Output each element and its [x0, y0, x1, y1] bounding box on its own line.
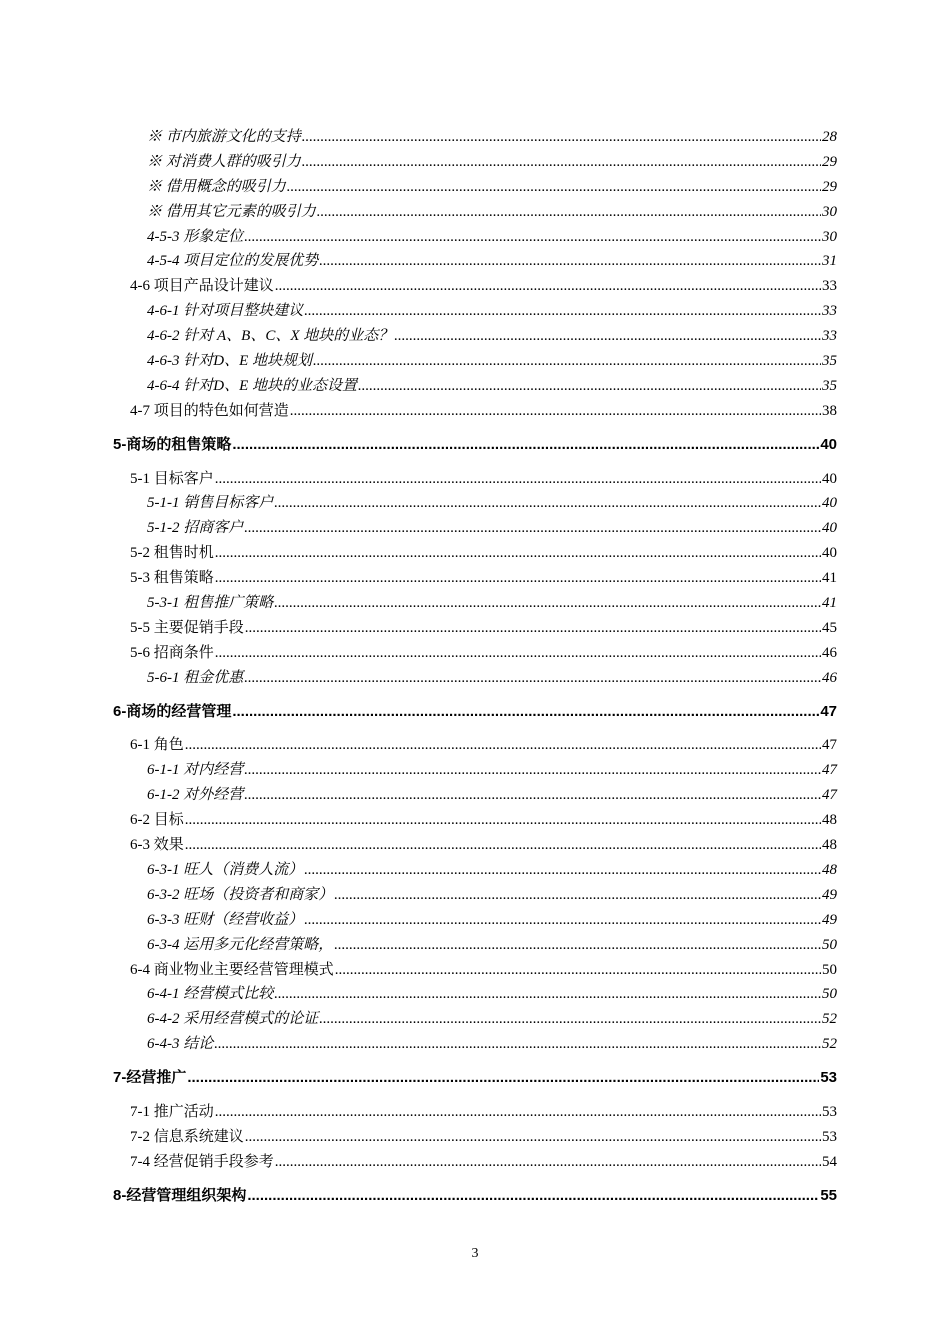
toc-entry-label: 7-经营推广 — [113, 1069, 187, 1087]
toc-dot-leader — [334, 883, 821, 908]
toc-chapter-entry[interactable] — [113, 1184, 837, 1209]
toc-subsection-entry[interactable] — [113, 175, 837, 200]
toc-entry-page-number: 38 — [822, 402, 837, 419]
toc-entry-page-number: 40 — [822, 470, 837, 487]
toc-entry-page-number: 48 — [822, 837, 837, 854]
toc-entry-label: 6-3-1 旺人（消费人流） — [147, 861, 304, 878]
toc-dot-leader — [244, 783, 821, 808]
toc-entry-label: 4-6-3 针对D、E 地块规划 — [147, 353, 312, 370]
toc-entry-label: 6-3-2 旺场（投资者和商家） — [147, 886, 334, 903]
toc-section-entry[interactable] — [113, 399, 837, 424]
toc-entry-label: 4-6-4 针对D、E 地块的业态设置 — [147, 377, 357, 394]
toc-entry-page-number: 55 — [820, 1186, 837, 1204]
toc-dot-leader — [290, 399, 821, 424]
toc-subsection-entry[interactable] — [113, 150, 837, 175]
toc-dot-leader — [275, 1150, 821, 1175]
toc-entry-page-number: 47 — [822, 787, 837, 804]
toc-dot-leader — [358, 374, 821, 399]
toc-dot-leader — [304, 299, 821, 324]
toc-entry-label: 5-3-1 租售推广策略 — [147, 595, 274, 612]
toc-subsection-entry[interactable] — [113, 225, 837, 250]
toc-entry-page-number: 33 — [822, 303, 837, 320]
toc-entry-label: 6-4-1 经营模式比较 — [147, 986, 274, 1003]
toc-dot-leader — [215, 467, 821, 492]
toc-entry-label: ※ 借用其它元素的吸引力 — [147, 203, 316, 220]
toc-entry-page-number: 31 — [822, 253, 837, 270]
toc-subsection-entry[interactable] — [113, 299, 837, 324]
toc-section-entry[interactable] — [113, 1125, 837, 1150]
toc-subsection-entry[interactable] — [113, 666, 837, 691]
toc-entry-page-number: 29 — [822, 178, 837, 195]
toc-entry-label: 5-1-2 招商客户 — [147, 520, 244, 537]
toc-entry-label: 4-6 项目产品设计建议 — [130, 278, 274, 295]
toc-section-entry[interactable] — [113, 808, 837, 833]
page-number: 3 — [471, 1246, 479, 1261]
toc-entry-label: 4-5-4 项目定位的发展优势 — [147, 253, 319, 270]
toc-entry-label: 5-5 主要促销手段 — [130, 619, 244, 636]
toc-entry-page-number: 29 — [822, 153, 837, 170]
toc-dot-leader — [215, 1100, 821, 1125]
toc-subsection-entry[interactable] — [113, 883, 837, 908]
toc-section-entry[interactable] — [113, 616, 837, 641]
toc-dot-leader — [319, 249, 821, 274]
toc-entry-label: 7-1 推广活动 — [130, 1103, 214, 1120]
toc-subsection-entry[interactable] — [113, 374, 837, 399]
toc-entry-label: 6-3 效果 — [130, 837, 184, 854]
toc-subsection-entry[interactable] — [113, 858, 837, 883]
toc-subsection-entry[interactable] — [113, 516, 837, 541]
toc-dot-leader — [334, 933, 821, 958]
toc-subsection-entry[interactable] — [113, 783, 837, 808]
toc-dot-leader — [215, 541, 821, 566]
toc-entry-page-number: 45 — [822, 619, 837, 636]
toc-dot-leader — [274, 982, 821, 1007]
toc-entry-label: 4-5-3 形象定位 — [147, 228, 244, 245]
toc-chapter-entry[interactable] — [113, 433, 837, 458]
toc-subsection-entry[interactable] — [113, 125, 837, 150]
toc-subsection-entry[interactable] — [113, 591, 837, 616]
toc-dot-leader — [215, 566, 821, 591]
toc-entry-label: 4-6-2 针对 A、B、C、X 地块的业态？ — [147, 328, 394, 345]
toc-subsection-entry[interactable] — [113, 324, 837, 349]
toc-entry-page-number: 41 — [822, 570, 837, 587]
toc-section-entry[interactable] — [113, 733, 837, 758]
toc-entry-label: ※ 市内旅游文化的支持 — [147, 129, 301, 145]
toc-subsection-entry[interactable] — [113, 908, 837, 933]
toc-entry-page-number: 46 — [822, 644, 837, 661]
toc-entry-label: 6-4 商业物业主要经营管理模式 — [130, 961, 334, 978]
toc-dot-leader — [274, 491, 821, 516]
toc-dot-leader — [275, 274, 821, 299]
toc-section-entry[interactable] — [113, 1100, 837, 1125]
toc-entry-label: 7-4 经营促销手段参考 — [130, 1153, 274, 1170]
toc-entry-label: 7-2 信息系统建议 — [130, 1128, 244, 1145]
toc-subsection-entry[interactable] — [113, 758, 837, 783]
toc-entry-page-number: 49 — [822, 886, 837, 903]
toc-entry-page-number: 40 — [822, 545, 837, 562]
toc-subsection-entry[interactable] — [113, 491, 837, 516]
toc-dot-leader — [244, 758, 821, 783]
toc-section-entry[interactable] — [113, 274, 837, 299]
toc-entry-page-number: 35 — [822, 353, 837, 370]
toc-entry-page-number: 47 — [822, 762, 837, 779]
toc-entry-label: 5-6-1 租金优惠 — [147, 669, 244, 686]
toc-section-entry[interactable] — [113, 1150, 837, 1175]
toc-dot-leader — [245, 1125, 821, 1150]
toc-subsection-entry[interactable] — [113, 249, 837, 274]
toc-section-entry[interactable] — [113, 467, 837, 492]
toc-dot-leader — [274, 591, 821, 616]
toc-section-entry[interactable] — [113, 833, 837, 858]
toc-entry-label: 6-商场的经营管理 — [113, 702, 232, 720]
toc-entry-label: 4-7 项目的特色如何营造 — [130, 402, 289, 419]
toc-entry-page-number: 30 — [822, 203, 837, 220]
toc-entry-page-number: 53 — [822, 1128, 837, 1145]
toc-subsection-entry[interactable] — [113, 982, 837, 1007]
toc-entry-label: 6-1 角色 — [130, 737, 184, 754]
toc-dot-leader — [244, 666, 821, 691]
toc-entry-label: ※ 对消费人群的吸引力 — [147, 153, 301, 170]
toc-entry-page-number: 33 — [822, 328, 837, 345]
toc-dot-leader — [232, 433, 819, 458]
toc-entry-page-number: 47 — [822, 737, 837, 754]
toc-dot-leader — [232, 700, 819, 725]
toc-entry-label: 6-2 目标 — [130, 812, 184, 829]
toc-dot-leader — [313, 349, 821, 374]
toc-dot-leader — [287, 175, 821, 200]
toc-section-entry[interactable] — [113, 541, 837, 566]
toc-subsection-entry[interactable] — [113, 1007, 837, 1032]
toc-entry-page-number: 35 — [822, 377, 837, 394]
toc-entry-label: 6-3-4 运用多元化经营策略， — [147, 936, 334, 953]
toc-section-entry[interactable] — [113, 958, 837, 983]
toc-entry-page-number: 52 — [822, 1011, 837, 1028]
toc-entry-label: ※ 借用概念的吸引力 — [147, 178, 286, 195]
toc-entry-label: 5-3 租售策略 — [130, 570, 214, 587]
toc-entry-page-number: 33 — [822, 278, 837, 295]
toc-dot-leader — [185, 808, 821, 833]
toc-dot-leader — [244, 516, 821, 541]
toc-entry-page-number: 41 — [822, 595, 837, 612]
toc-entry-page-number: 50 — [822, 936, 837, 953]
toc-entry-page-number: 52 — [822, 1036, 837, 1053]
toc-entry-page-number: 50 — [822, 986, 837, 1003]
toc-subsection-entry[interactable] — [113, 1032, 837, 1057]
toc-dot-leader — [302, 125, 821, 150]
toc-entry-page-number: 47 — [820, 702, 837, 720]
toc-entry-label: 6-4-3 结论 — [147, 1036, 214, 1053]
toc-entry-label: 6-3-3 旺财（经营收益） — [147, 911, 304, 928]
toc-dot-leader — [187, 1066, 819, 1091]
toc-dot-leader — [185, 733, 821, 758]
toc-subsection-entry[interactable] — [113, 933, 837, 958]
toc-dot-leader — [304, 858, 821, 883]
toc-entry-page-number: 50 — [822, 961, 837, 978]
table-of-contents — [113, 125, 837, 1218]
toc-entry-label: 4-6-1 针对项目整块建议 — [147, 303, 304, 320]
toc-entry-page-number: 48 — [822, 812, 837, 829]
toc-entry-page-number: 40 — [820, 435, 837, 453]
toc-dot-leader — [304, 908, 821, 933]
toc-entry-label: 5-商场的租售策略 — [113, 435, 232, 453]
toc-dot-leader — [244, 225, 821, 250]
toc-section-entry[interactable] — [113, 566, 837, 591]
toc-dot-leader — [302, 150, 821, 175]
toc-entry-page-number: 46 — [822, 669, 837, 686]
toc-entry-label: 6-1-1 对内经营 — [147, 762, 244, 779]
toc-dot-leader — [245, 616, 821, 641]
toc-dot-leader — [185, 833, 821, 858]
toc-entry-page-number: 28 — [822, 129, 837, 145]
toc-dot-leader — [317, 200, 821, 225]
toc-dot-leader — [215, 641, 821, 666]
toc-dot-leader — [214, 1032, 821, 1057]
toc-entry-page-number: 53 — [822, 1103, 837, 1120]
toc-entry-page-number: 30 — [822, 228, 837, 245]
toc-dot-leader — [335, 958, 821, 983]
toc-entry-label: 5-6 招商条件 — [130, 644, 214, 661]
toc-entry-label: 5-1 目标客户 — [130, 470, 214, 487]
toc-subsection-entry[interactable] — [113, 200, 837, 225]
toc-entry-page-number: 54 — [822, 1153, 837, 1170]
toc-subsection-entry[interactable] — [113, 349, 837, 374]
toc-entry-page-number: 40 — [822, 495, 837, 512]
toc-dot-leader — [319, 1007, 821, 1032]
toc-chapter-entry[interactable] — [113, 1066, 837, 1091]
toc-entry-label: 6-1-2 对外经营 — [147, 787, 244, 804]
toc-entry-label: 8-经营管理组织架构 — [113, 1186, 247, 1204]
toc-chapter-entry[interactable] — [113, 700, 837, 725]
toc-entry-page-number: 40 — [822, 520, 837, 537]
toc-entry-label: 6-4-2 采用经营模式的论证 — [147, 1011, 319, 1028]
toc-entry-label: 5-1-1 销售目标客户 — [147, 495, 274, 512]
toc-dot-leader — [247, 1184, 819, 1209]
toc-section-entry[interactable] — [113, 641, 837, 666]
toc-entry-page-number: 48 — [822, 861, 837, 878]
toc-entry-label: 5-2 租售时机 — [130, 545, 214, 562]
toc-entry-page-number: 49 — [822, 911, 837, 928]
toc-entry-page-number: 53 — [820, 1069, 837, 1087]
toc-dot-leader — [394, 324, 821, 349]
